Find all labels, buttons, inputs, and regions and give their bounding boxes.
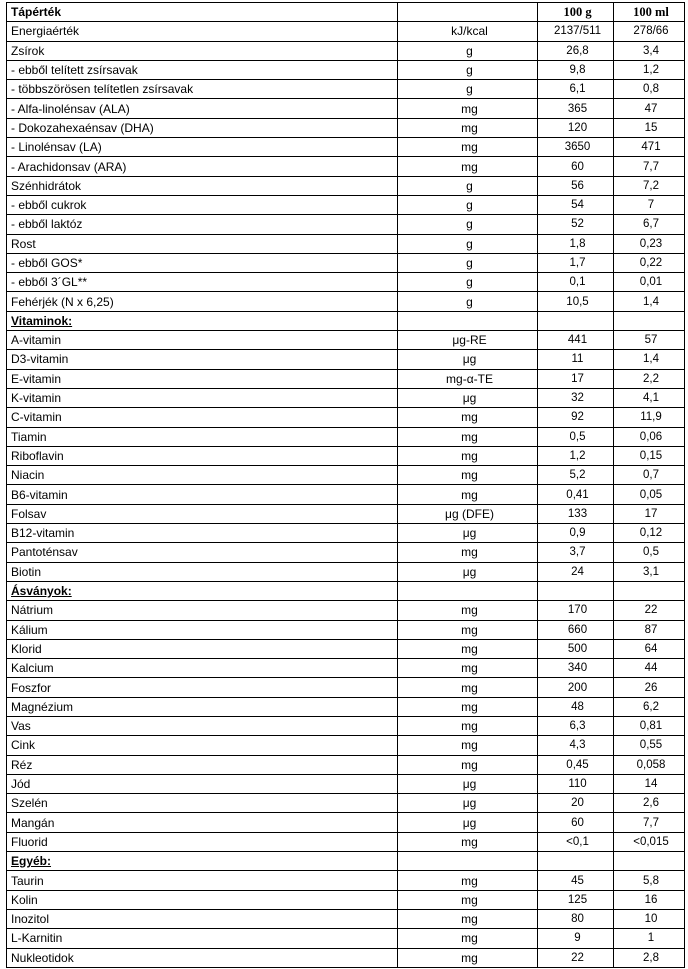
header-unit [398, 3, 538, 22]
nutrient-name: Rost [7, 234, 398, 253]
nutrient-name: Tiamin [7, 427, 398, 446]
value-100ml: 0,22 [614, 253, 685, 272]
table-row [7, 871, 685, 890]
nutrient-name: Energiaérték [7, 22, 398, 41]
value-100g: 0,5 [538, 427, 614, 446]
table-row [7, 427, 685, 446]
value-100ml: 0,8 [614, 80, 685, 99]
nutrient-name: Riboflavin [7, 446, 398, 465]
value-100ml: 2,2 [614, 369, 685, 388]
value-100g: 11 [538, 350, 614, 369]
table-row [7, 388, 685, 407]
table-row [7, 99, 685, 118]
value-100g: 0,1 [538, 273, 614, 292]
value-100ml: 47 [614, 99, 685, 118]
section-title: Vitaminok: [7, 311, 398, 330]
table-row [7, 678, 685, 697]
value-100ml: 5,8 [614, 871, 685, 890]
value-100g: 0,9 [538, 524, 614, 543]
nutrient-name: Zsírok [7, 41, 398, 60]
value-100ml: 0,05 [614, 485, 685, 504]
value-100ml: 0,23 [614, 234, 685, 253]
section-row [7, 852, 685, 871]
value-100ml: 14 [614, 774, 685, 793]
value-100g: 52 [538, 215, 614, 234]
nutrient-unit: mg [398, 408, 538, 427]
value-100g: 3,7 [538, 543, 614, 562]
table-row [7, 524, 685, 543]
nutrient-unit: mg [398, 755, 538, 774]
value-100ml: 4,1 [614, 388, 685, 407]
section-row [7, 581, 685, 600]
nutrient-unit: μg [398, 524, 538, 543]
nutrient-unit: mg [398, 659, 538, 678]
nutrient-name: Niacin [7, 466, 398, 485]
value-100g: 92 [538, 408, 614, 427]
nutrient-name: - többszörösen telítetlen zsírsavak [7, 80, 398, 99]
value-100g: 660 [538, 620, 614, 639]
table-row [7, 408, 685, 427]
header-title: Tápérték [7, 3, 398, 22]
nutrient-name: Foszfor [7, 678, 398, 697]
section-100g-cell [538, 581, 614, 600]
table-row [7, 832, 685, 851]
value-100g: 120 [538, 118, 614, 137]
value-100g: 3650 [538, 138, 614, 157]
table-row [7, 369, 685, 388]
value-100g: <0,1 [538, 832, 614, 851]
value-100g: 500 [538, 639, 614, 658]
nutrient-name: Nátrium [7, 601, 398, 620]
value-100ml: 0,15 [614, 446, 685, 465]
nutrient-name: Réz [7, 755, 398, 774]
value-100g: 110 [538, 774, 614, 793]
table-row [7, 909, 685, 928]
table-row [7, 620, 685, 639]
nutrient-unit: mg [398, 543, 538, 562]
value-100ml: 0,06 [614, 427, 685, 446]
nutrient-name: Inozitol [7, 909, 398, 928]
value-100g: 441 [538, 331, 614, 350]
table-row [7, 234, 685, 253]
value-100ml: 87 [614, 620, 685, 639]
value-100g: 1,8 [538, 234, 614, 253]
nutrient-name: - Linolénsav (LA) [7, 138, 398, 157]
nutrient-name: C-vitamin [7, 408, 398, 427]
value-100ml: 0,058 [614, 755, 685, 774]
value-100g: 4,3 [538, 736, 614, 755]
section-title: Egyéb: [7, 852, 398, 871]
nutrient-name: Kalcium [7, 659, 398, 678]
nutrient-name: Taurin [7, 871, 398, 890]
value-100g: 48 [538, 697, 614, 716]
nutrient-name: - ebből 3´GL** [7, 273, 398, 292]
nutrient-name: A-vitamin [7, 331, 398, 350]
value-100g: 60 [538, 813, 614, 832]
value-100ml: 7,7 [614, 157, 685, 176]
section-100ml-cell [614, 581, 685, 600]
table-row [7, 716, 685, 735]
value-100ml: 7 [614, 195, 685, 214]
value-100ml: 10 [614, 909, 685, 928]
value-100ml: 57 [614, 331, 685, 350]
nutrient-name: Szelén [7, 794, 398, 813]
nutrient-name: Biotin [7, 562, 398, 581]
value-100g: 54 [538, 195, 614, 214]
value-100ml: 26 [614, 678, 685, 697]
value-100g: 24 [538, 562, 614, 581]
value-100ml: 0,5 [614, 543, 685, 562]
value-100g: 0,41 [538, 485, 614, 504]
nutrient-unit: mg [398, 697, 538, 716]
value-100ml: 6,2 [614, 697, 685, 716]
table-row [7, 446, 685, 465]
nutrient-unit: mg [398, 929, 538, 948]
value-100ml: 44 [614, 659, 685, 678]
value-100ml: 6,7 [614, 215, 685, 234]
nutrient-name: - ebből GOS* [7, 253, 398, 272]
nutrient-unit: mg [398, 427, 538, 446]
nutrient-name: E-vitamin [7, 369, 398, 388]
section-100g-cell [538, 852, 614, 871]
nutrient-unit: mg [398, 138, 538, 157]
table-row [7, 504, 685, 523]
nutrient-unit: mg [398, 157, 538, 176]
nutrient-unit: kJ/kcal [398, 22, 538, 41]
value-100g: 1,7 [538, 253, 614, 272]
nutrient-unit: mg [398, 639, 538, 658]
nutrient-unit: mg [398, 601, 538, 620]
table-row [7, 736, 685, 755]
value-100ml: 3,1 [614, 562, 685, 581]
table-row [7, 794, 685, 813]
table-row [7, 697, 685, 716]
nutrient-unit: μg [398, 813, 538, 832]
nutrient-unit: μg [398, 774, 538, 793]
table-row [7, 22, 685, 41]
nutrient-name: Kolin [7, 890, 398, 909]
value-100g: 17 [538, 369, 614, 388]
table-row [7, 948, 685, 967]
nutrient-unit: g [398, 195, 538, 214]
nutrient-name: D3-vitamin [7, 350, 398, 369]
header-100g: 100 g [538, 3, 614, 22]
value-100g: 365 [538, 99, 614, 118]
value-100g: 9,8 [538, 60, 614, 79]
value-100g: 80 [538, 909, 614, 928]
nutrient-unit: mg [398, 678, 538, 697]
value-100ml: 1 [614, 929, 685, 948]
nutrient-unit: mg [398, 446, 538, 465]
value-100ml: 471 [614, 138, 685, 157]
nutrition-table [6, 2, 685, 968]
nutrient-unit: mg [398, 871, 538, 890]
value-100g: 45 [538, 871, 614, 890]
nutrient-unit: mg [398, 485, 538, 504]
nutrient-name: Cink [7, 736, 398, 755]
table-row [7, 601, 685, 620]
nutrient-unit: μg [398, 794, 538, 813]
table-row [7, 41, 685, 60]
value-100g: 125 [538, 890, 614, 909]
table-row [7, 118, 685, 137]
table-row [7, 157, 685, 176]
value-100ml: 2,8 [614, 948, 685, 967]
nutrient-unit: mg [398, 620, 538, 639]
section-unit-cell [398, 852, 538, 871]
nutrient-unit: g [398, 253, 538, 272]
nutrient-name: Mangán [7, 813, 398, 832]
value-100ml: 11,9 [614, 408, 685, 427]
value-100g: 56 [538, 176, 614, 195]
table-row [7, 890, 685, 909]
value-100g: 133 [538, 504, 614, 523]
table-row [7, 273, 685, 292]
value-100ml: 64 [614, 639, 685, 658]
nutrient-name: B6-vitamin [7, 485, 398, 504]
nutrient-unit: mg [398, 466, 538, 485]
nutrient-unit: μg-RE [398, 331, 538, 350]
nutrient-name: Vas [7, 716, 398, 735]
nutrient-unit: g [398, 292, 538, 311]
nutrient-unit: mg [398, 736, 538, 755]
value-100g: 32 [538, 388, 614, 407]
value-100g: 20 [538, 794, 614, 813]
nutrient-name: Fehérjék (N x 6,25) [7, 292, 398, 311]
value-100ml: 17 [614, 504, 685, 523]
nutrient-name: Szénhidrátok [7, 176, 398, 195]
nutrient-unit: mg [398, 890, 538, 909]
table-row [7, 138, 685, 157]
value-100g: 5,2 [538, 466, 614, 485]
nutrient-unit: mg [398, 118, 538, 137]
nutrient-unit: mg [398, 716, 538, 735]
value-100ml: <0,015 [614, 832, 685, 851]
value-100g: 6,1 [538, 80, 614, 99]
table-row [7, 659, 685, 678]
value-100g: 170 [538, 601, 614, 620]
value-100g: 10,5 [538, 292, 614, 311]
value-100ml: 16 [614, 890, 685, 909]
table-row [7, 485, 685, 504]
value-100ml: 0,12 [614, 524, 685, 543]
value-100g: 340 [538, 659, 614, 678]
nutrient-name: - ebből laktóz [7, 215, 398, 234]
nutrient-unit: μg [398, 562, 538, 581]
nutrient-name: Fluorid [7, 832, 398, 851]
value-100g: 1,2 [538, 446, 614, 465]
nutrient-unit: mg-α-TE [398, 369, 538, 388]
table-row [7, 60, 685, 79]
value-100ml: 22 [614, 601, 685, 620]
value-100g: 0,45 [538, 755, 614, 774]
nutrient-unit: g [398, 80, 538, 99]
section-100ml-cell [614, 311, 685, 330]
value-100g: 6,3 [538, 716, 614, 735]
value-100g: 22 [538, 948, 614, 967]
nutrition-table-body [7, 3, 685, 968]
nutrient-unit: mg [398, 948, 538, 967]
nutrient-name: - ebből cukrok [7, 195, 398, 214]
nutrient-unit: g [398, 41, 538, 60]
section-unit-cell [398, 581, 538, 600]
nutrient-unit: mg [398, 909, 538, 928]
table-row [7, 639, 685, 658]
value-100g: 9 [538, 929, 614, 948]
value-100g: 26,8 [538, 41, 614, 60]
nutrient-name: Kálium [7, 620, 398, 639]
nutrient-unit: g [398, 176, 538, 195]
header-100ml: 100 ml [614, 3, 685, 22]
section-100g-cell [538, 311, 614, 330]
nutrient-unit: μg (DFE) [398, 504, 538, 523]
value-100ml: 0,01 [614, 273, 685, 292]
value-100g: 60 [538, 157, 614, 176]
table-row [7, 562, 685, 581]
nutrient-name: K-vitamin [7, 388, 398, 407]
nutrient-unit: mg [398, 832, 538, 851]
value-100g: 2137/511 [538, 22, 614, 41]
table-row [7, 774, 685, 793]
table-row [7, 466, 685, 485]
value-100ml: 1,2 [614, 60, 685, 79]
nutrient-unit: g [398, 60, 538, 79]
nutrient-unit: mg [398, 99, 538, 118]
nutrient-unit: g [398, 234, 538, 253]
nutrient-unit: g [398, 215, 538, 234]
table-row [7, 292, 685, 311]
nutrient-name: Pantoténsav [7, 543, 398, 562]
table-row [7, 176, 685, 195]
value-100g: 200 [538, 678, 614, 697]
value-100ml: 2,6 [614, 794, 685, 813]
value-100ml: 15 [614, 118, 685, 137]
table-row [7, 813, 685, 832]
nutrient-name: Magnézium [7, 697, 398, 716]
table-row [7, 331, 685, 350]
table-row [7, 215, 685, 234]
section-row [7, 311, 685, 330]
nutrient-unit: μg [398, 388, 538, 407]
header-row [7, 3, 685, 22]
nutrient-name: - ebből telített zsírsavak [7, 60, 398, 79]
nutrient-unit: μg [398, 350, 538, 369]
table-row [7, 543, 685, 562]
value-100ml: 7,2 [614, 176, 685, 195]
nutrient-name: Jód [7, 774, 398, 793]
value-100ml: 3,4 [614, 41, 685, 60]
nutrient-name: B12-vitamin [7, 524, 398, 543]
nutrient-name: L-Karnitin [7, 929, 398, 948]
nutrient-name: Folsav [7, 504, 398, 523]
nutrient-name: - Arachidonsav (ARA) [7, 157, 398, 176]
value-100ml: 278/66 [614, 22, 685, 41]
nutrient-unit: g [398, 273, 538, 292]
table-row [7, 195, 685, 214]
section-100ml-cell [614, 852, 685, 871]
nutrient-name: Klorid [7, 639, 398, 658]
value-100ml: 7,7 [614, 813, 685, 832]
nutrient-name: Nukleotidok [7, 948, 398, 967]
value-100ml: 1,4 [614, 350, 685, 369]
table-row [7, 253, 685, 272]
value-100ml: 0,81 [614, 716, 685, 735]
value-100ml: 1,4 [614, 292, 685, 311]
section-unit-cell [398, 311, 538, 330]
table-row [7, 80, 685, 99]
value-100ml: 0,55 [614, 736, 685, 755]
section-title: Ásványok: [7, 581, 398, 600]
table-row [7, 350, 685, 369]
table-row [7, 755, 685, 774]
nutrient-name: - Alfa-linolénsav (ALA) [7, 99, 398, 118]
nutrient-name: - Dokozahexaénsav (DHA) [7, 118, 398, 137]
table-row [7, 929, 685, 948]
value-100ml: 0,7 [614, 466, 685, 485]
